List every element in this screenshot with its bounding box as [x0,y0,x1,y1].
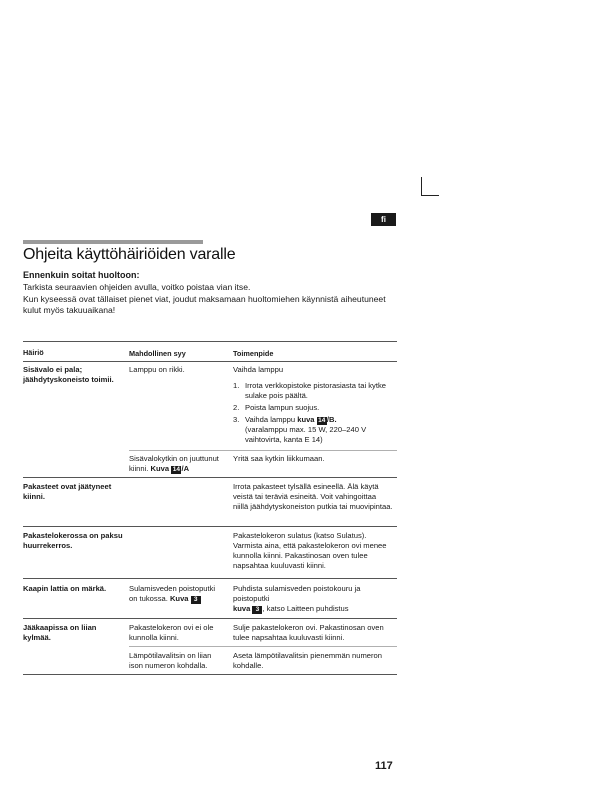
row4-fault: Kaapin lattia on märkä. [23,584,107,593]
page-title: Ohjeita käyttöhäiriöiden varalle [23,246,236,263]
row3-remedy: Pakastelokeron sulatus (katso Sulatus). Varmista aina, että pakastelokeron ovi menee kunnolla kiinni. Pakastinosan oven tulee napsahtaa kuuluvasti kiinni. [233,531,387,570]
step-2 [233,403,397,413]
step-1-number: 1. [233,381,240,390]
row4-remedy-figure-label: kuva [233,604,251,613]
row1-cause-b-figure-ref: 14 [172,466,180,473]
row5-cause-b: Lämpötilavalitsin on liian ison numeron kohdalla. [129,651,212,670]
row4-remedy-figure-ref: 3 [252,606,262,614]
intro-line-1: Tarkista seuraavien ohjeiden avulla, voitko poistaa vian itse. [23,282,251,292]
row1-remedy-intro: Vaihda lamppu [233,365,284,374]
table-top-rule [23,341,397,342]
step-3-note: (varalamppu max. 15 W, 220–240 V vaihtovirta, kanta E 14) [245,425,367,444]
step-3-number: 3. [233,415,240,424]
step-1-text: Irrota verkkopistoke pistorasiasta tai kytke sulake pois päältä. [245,381,386,400]
row1-sub-rule [129,450,397,451]
row1-cause-b [129,454,229,474]
step-3-figure-suffix: /B. [326,415,337,424]
row2-rule [23,526,397,527]
table-bottom-rule [23,674,397,675]
step-2-number: 2. [233,403,240,412]
row4-cause [129,584,225,604]
crop-mark-vertical [421,177,422,195]
row1-steps [233,381,397,445]
row4-rule [23,618,397,619]
row2-fault: Pakasteet ovat jäätyneet kiinni. [23,482,112,501]
row1-remedy-b: Yritä saa kytkin liikkumaan. [233,454,325,463]
row3-fault: Pakastelokerossa on paksu huurrekerros. [23,531,123,550]
header-fault: Häiriö [23,348,44,357]
row4-remedy-text: Puhdista sulamisveden poistokouru ja poistoputki [233,584,361,603]
row5-remedy-b: Aseta lämpötilavalitsin pienemmän numeron kohdalle. [233,651,382,670]
title-accent-bar [23,240,203,244]
row5-remedy-a: Sulje pakastelokeron ovi. Pakastinosan oven tulee napsahtaa kuuluvasti kiinni. [233,623,384,642]
row1-remedy-a [233,365,397,447]
row1-cause-b-text: Sisävalokytkin on juuttunut kiinni. [129,454,219,473]
row4-remedy [233,584,393,614]
row2-remedy: Irrota pakasteet tylsällä esineellä. Älä käytä veistä tai teräviä esineitä. Voit vahingoittaa niillä jäähdytyskoneiston putkia tai muovipintaa. [233,482,393,511]
row3-rule [23,578,397,579]
header-rule [23,361,397,362]
row4-remedy-suffix: , katso Laitteen puhdistus [262,604,349,613]
row5-cause-a: Pakastelokeron ovi ei ole kunnolla kiinni. [129,623,214,642]
header-cause: Mahdollinen syy [129,349,186,358]
row4-cause-text: Sulamisveden poistoputki on tukossa. [129,584,216,603]
row1-cause-a: Lamppu on rikki. [129,365,185,374]
row5-sub-rule [129,646,397,647]
intro-line-2: Kun kyseessä ovat tällaiset pienet viat, joudut maksamaan huoltomiehen käynnistä aiheutuneet kulut myös takuuaikana! [23,293,386,315]
row4-cause-figure-label: Kuva [169,594,189,603]
step-2-text: Poista lampun suojus. [245,403,320,412]
step-3-text: Vaihda lamppu [245,415,298,424]
row1-fault: Sisävalo ei pala; jäähdytyskoneisto toimii. [23,365,114,384]
language-badge: fi [371,213,396,226]
header-remedy: Toimenpide [233,349,274,358]
intro-text [23,282,403,317]
row5-fault: Jääkaapissa on liian kylmää. [23,623,97,642]
page-number: 117 [375,760,393,772]
row1-rule [23,477,397,478]
row1-cause-b-figure-suffix: /A [181,464,190,473]
row4-cause-figure-ref: 3 [191,596,201,604]
step-1 [233,381,397,401]
step-3-figure-ref: 14 [318,417,326,424]
crop-mark-horizontal [421,195,439,196]
step-3-figure-label: kuva [297,415,315,424]
subtitle: Ennenkuin soitat huoltoon: [23,270,140,280]
step-3 [233,415,397,445]
row1-cause-b-figure-label: Kuva [150,464,170,473]
